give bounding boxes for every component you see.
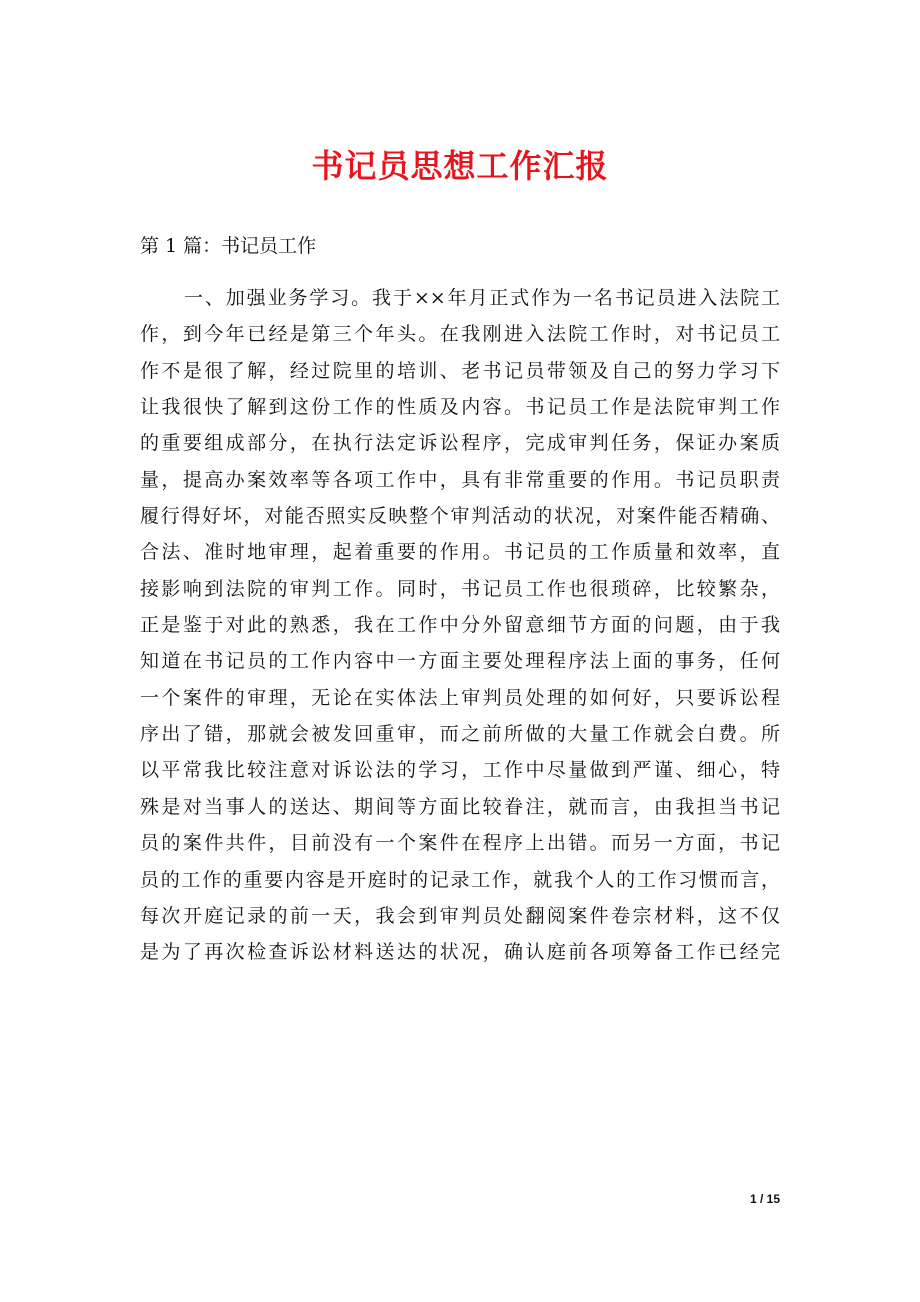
section-heading: 第 1 篇：书记员工作 xyxy=(140,235,317,257)
paragraph-line: 接影响到法院的审判工作。同时，书记员工作也很琐碎，比较繁杂， xyxy=(140,577,780,600)
paragraph-line: 序出了错，那就会被发回重审，而之前所做的大量工作就会白费。所 xyxy=(140,723,780,746)
paragraph-line: 量，提高办案效率等各项工作中，具有非常重要的作用。书记员职责 xyxy=(140,468,780,491)
paragraph-line: 员的工作的重要内容是开庭时的记录工作，就我个人的工作习惯而言， xyxy=(140,868,780,891)
paragraph-line: 合法、准时地审理，起着重要的作用。书记员的工作质量和效率，直 xyxy=(140,541,780,564)
paragraph-line: 是为了再次检查诉讼材料送达的状况，确认庭前各项筹备工作已经完 xyxy=(140,941,780,964)
paragraph-line: 作不是很了解，经过院里的培训、老书记员带领及自己的努力学习下 xyxy=(140,359,780,382)
paragraph-line: 的重要组成部分，在执行法定诉讼程序，完成审判任务，保证办案质 xyxy=(140,432,780,455)
paragraph-line: 以平常我比较注意对诉讼法的学习，工作中尽量做到严谨、细心，特 xyxy=(140,759,780,782)
paragraph-line: 知道在书记员的工作内容中一方面主要处理程序法上面的事务，任何 xyxy=(140,650,780,673)
body-paragraph xyxy=(140,280,780,971)
paragraph-line: 正是鉴于对此的熟悉，我在工作中分外留意细节方面的问题，由于我 xyxy=(140,614,780,637)
paragraph-line: 一、加强业务学习。我于××年月正式作为一名书记员进入法院工 xyxy=(184,287,780,309)
paragraph-line: 让我很快了解到这份工作的性质及内容。书记员工作是法院审判工作 xyxy=(140,396,780,419)
paragraph-line: 殊是对当事人的送达、期间等方面比较眷注，就而言，由我担当书记 xyxy=(140,795,780,818)
page-number: 1 / 15 xyxy=(749,1192,780,1206)
paragraph-line: 履行得好坏，对能否照实反映整个审判活动的状况，对案件能否精确、 xyxy=(140,505,780,528)
paragraph-line: 每次开庭记录的前一天，我会到审判员处翻阅案件卷宗材料，这不仅 xyxy=(140,904,780,927)
document-title: 书记员思想工作汇报 xyxy=(311,147,609,185)
paragraph-line: 作，到今年已经是第三个年头。在我刚进入法院工作时，对书记员工 xyxy=(140,323,780,346)
paragraph-line: 一个案件的审理，无论在实体法上审判员处理的如何好，只要诉讼程 xyxy=(140,686,780,709)
paragraph-line: 员的案件共件，目前没有一个案件在程序上出错。而另一方面，书记 xyxy=(140,832,780,855)
